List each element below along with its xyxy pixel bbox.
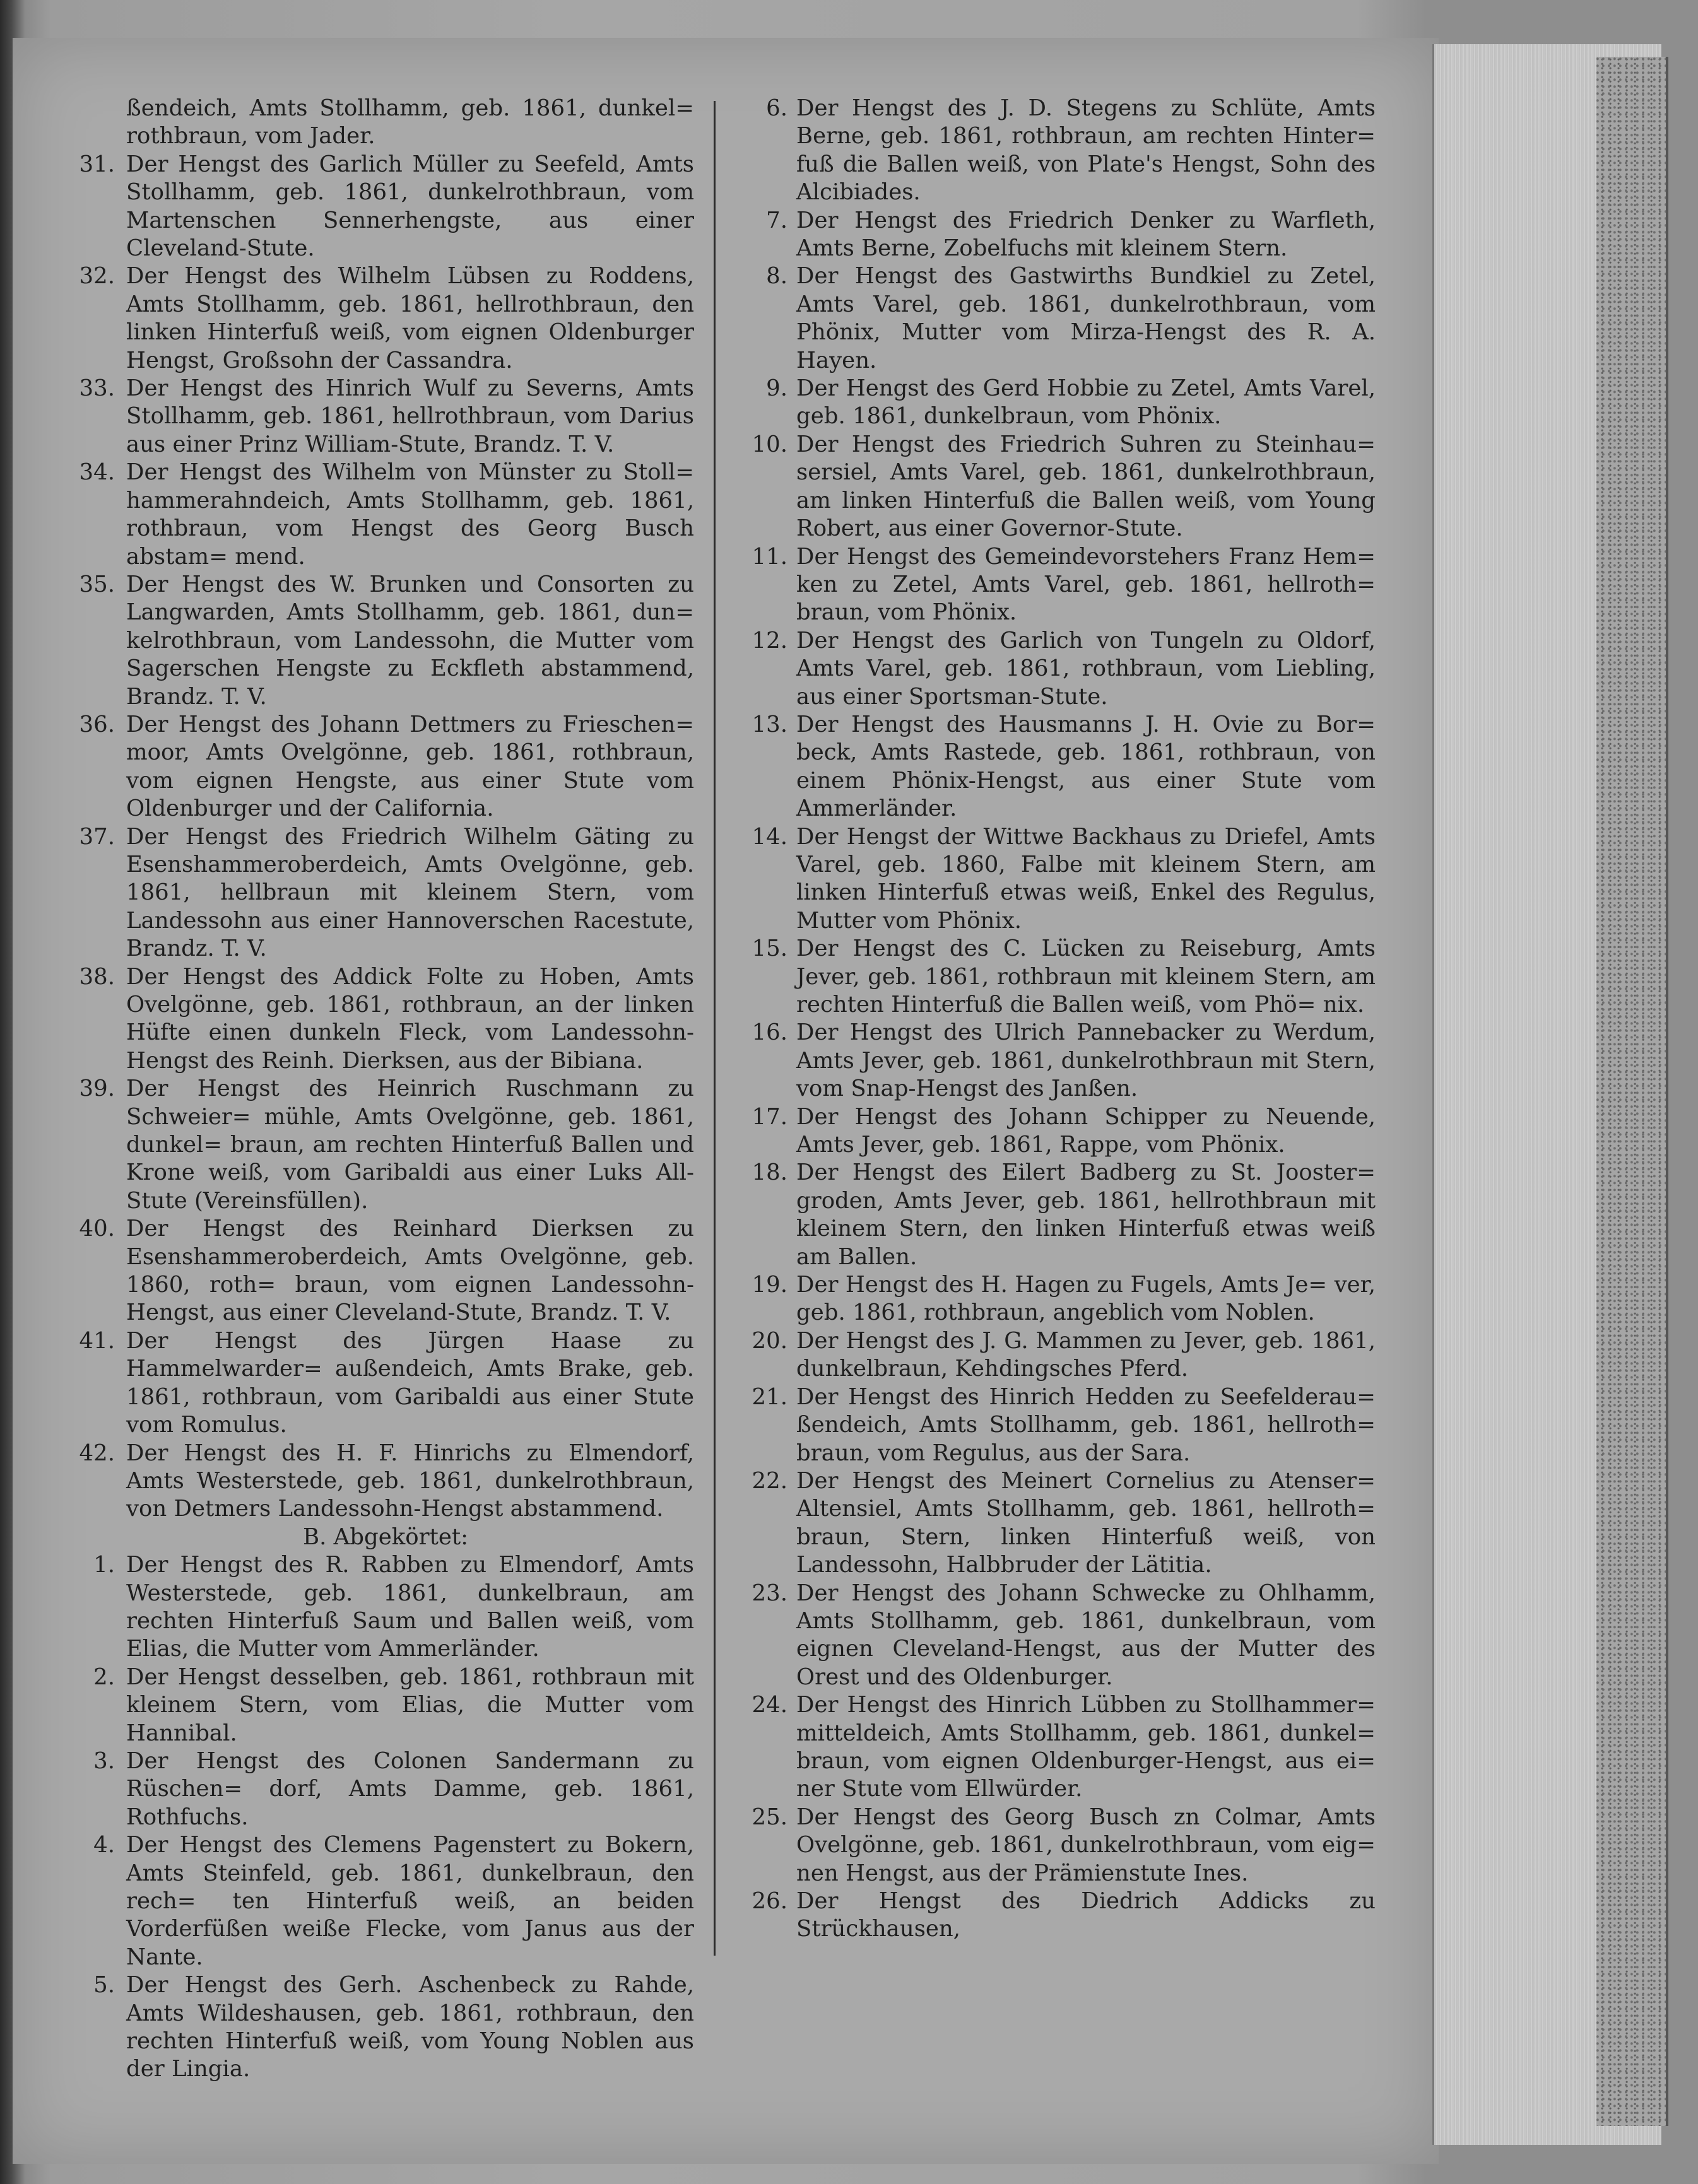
list-item xyxy=(738,431,1376,543)
list-item xyxy=(63,963,694,1076)
right-column xyxy=(738,95,1376,1944)
entry-number: 14. xyxy=(752,823,787,850)
entry-number: 26. xyxy=(752,1888,787,1914)
entry-number: 5. xyxy=(93,1972,115,1999)
entry-text: Der Hengst des R. Rabben zu Elmendorf, Amts Westerstede, geb. 1861, dunkelbraun, am rechten Hinterfuß Saum und Ballen weiß, vom Elias, die Mutter vom Ammerländer. xyxy=(126,1552,694,1662)
list-item xyxy=(63,1327,694,1440)
list-item xyxy=(738,543,1376,627)
entry-text: Der Hengst des Wilhelm von Münster zu Stoll= hammerahndeich, Amts Stollhamm, geb. 1861, rothbraun, vom Hengst des Georg Busch abstam= mend. xyxy=(126,459,694,570)
entry-number: 19. xyxy=(752,1272,787,1298)
entry-text: Der Hengst des Eilert Badberg zu St. Jooster= groden, Amts Jever, geb. 1861, hellrothbraun mit kleinem Stern, den linken Hinterfuß etwas weiß am Ballen. xyxy=(796,1160,1376,1270)
entry-number: 20. xyxy=(752,1327,787,1354)
entry-text: Der Hengst des Heinrich Ruschmann zu Schweier= mühle, Amts Ovelgönne, geb. 1861, dunkel= braun, am rechten Hinterfuß Ballen und Krone weiß, vom Garibaldi aus einer Luks All-Stute (Vereinsfüllen). xyxy=(126,1076,694,1214)
entry-text: Der Hengst des Meinert Cornelius zu Atenser= Altensiel, Amts Stollhamm, geb. 1861, hellroth= braun, Stern, linken Hinterfuß weiß, von Landessohn, Halbbruder der Lätitia. xyxy=(796,1467,1376,1578)
entry-text: Der Hengst des Diedrich Addicks zu Strückhausen, xyxy=(796,1888,1376,1942)
entry-number: 16. xyxy=(752,1019,787,1046)
list-item xyxy=(63,262,694,375)
entry-number: 41. xyxy=(79,1327,115,1354)
entry-text: Der Hengst des Gastwirths Bundkiel zu Zetel, Amts Varel, geb. 1861, dunkelrothbraun, vom Phönix, Mutter vom Mirza-Hengst des R. A. Hayen. xyxy=(796,263,1376,373)
list-item xyxy=(63,1215,694,1327)
entry-number: 9. xyxy=(766,375,787,402)
entry-text: Der Hengst des Georg Busch zn Colmar, Amts Ovelgönne, geb. 1861, dunkelrothbraun, vom eig= nen Hengst, aus der Prämienstute Ines. xyxy=(796,1804,1376,1886)
list-item xyxy=(738,1467,1376,1580)
list-item xyxy=(63,459,694,571)
entry-number: 21. xyxy=(752,1383,787,1410)
entry-text: Der Hengst des Garlich von Tungeln zu Oldorf, Amts Varel, geb. 1861, rothbraun, vom Liebling, aus einer Sportsman-Stute. xyxy=(796,627,1376,710)
entries-list-b xyxy=(63,1551,694,2084)
entry-text: Der Hengst desselben, geb. 1861, rothbraun mit kleinem Stern, vom Elias, die Mutter vom Hannibal. xyxy=(126,1664,694,1746)
list-item xyxy=(738,1103,1376,1160)
list-item xyxy=(738,1804,1376,1888)
list-item xyxy=(63,1664,694,1747)
column-divider xyxy=(714,101,716,1956)
entry-number: 17. xyxy=(752,1103,787,1130)
list-item xyxy=(738,1691,1376,1804)
list-item xyxy=(63,1971,694,2084)
entry-number: 36. xyxy=(79,711,115,737)
list-item xyxy=(63,1075,694,1215)
entry-text: Der Hengst des Reinhard Dierksen zu Esenshammeroberdeich, Amts Ovelgönne, geb. 1860, roth= braun, vom eignen Landessohn-Hengst, aus einer Cleveland-Stute, Brandz. T. V. xyxy=(126,1216,694,1326)
entry-number: 34. xyxy=(79,459,115,486)
entry-text: Der Hengst des W. Brunken und Consorten zu Langwarden, Amts Stollhamm, geb. 1861, dun= kelrothbraun, vom Landessohn, die Mutter vom Sagerschen Hengste zu Eckfleth abstammend, Brandz. T. V. xyxy=(126,571,694,710)
entry-number: 33. xyxy=(79,375,115,402)
entry-text: Der Hengst des Hinrich Wulf zu Severns, Amts Stollhamm, geb. 1861, hellrothbraun, vom Darius aus einer Prinz William-Stute, Brandz. T. V. xyxy=(126,375,694,457)
entry-number: 3. xyxy=(93,1747,115,1774)
list-item xyxy=(738,207,1376,263)
list-item xyxy=(738,262,1376,375)
list-item xyxy=(738,1383,1376,1467)
page-fore-edge xyxy=(1596,57,1668,2126)
entry-number: 11. xyxy=(752,543,787,570)
entry-number: 7. xyxy=(766,207,787,233)
entry-text: Der Hengst des Friedrich Wilhelm Gäting zu Esenshammeroberdeich, Amts Ovelgönne, geb. 1861, hellbraun mit kleinem Stern, vom Landessohn aus einer Hannoverschen Racestute, Brandz. T. V. xyxy=(126,823,694,962)
entry-text: Der Hengst des Jürgen Haase zu Hammelwarder= außendeich, Amts Brake, geb. 1861, rothbraun, vom Garibaldi aus einer Stute vom Romulus. xyxy=(126,1327,694,1438)
entry-text: Der Hengst des J. D. Stegens zu Schlüte, Amts Berne, geb. 1861, rothbraun, am rechten Hinter= fuß die Ballen weiß, von Plate's Hengst, Sohn des Alcibiades. xyxy=(796,95,1376,206)
list-item xyxy=(738,823,1376,936)
list-item xyxy=(738,1271,1376,1327)
list-item xyxy=(63,1747,694,1831)
list-item xyxy=(63,823,694,963)
entry-number: 31. xyxy=(79,151,115,177)
entry-text: Der Hengst des Johann Schipper zu Neuende, Amts Jever, geb. 1861, Rappe, vom Phönix. xyxy=(796,1103,1376,1158)
entry-number: 8. xyxy=(766,263,787,290)
list-item xyxy=(63,571,694,711)
entry-number: 23. xyxy=(752,1580,787,1606)
list-item xyxy=(738,1019,1376,1103)
entry-number: 4. xyxy=(93,1832,115,1858)
entry-number: 22. xyxy=(752,1467,787,1494)
list-item xyxy=(738,95,1376,207)
entry-text: Der Hengst des J. G. Mammen zu Jever, geb. 1861, dunkelbraun, Kehdingsches Pferd. xyxy=(796,1327,1376,1382)
entry-number: 40. xyxy=(79,1216,115,1242)
entry-text: Der Hengst des Wilhelm Lübsen zu Roddens, Amts Stollhamm, geb. 1861, hellrothbraun, den linken Hinterfuß weiß, vom eignen Oldenburger Hengst, Großsohn der Cassandra. xyxy=(126,263,694,373)
entry-number: 2. xyxy=(93,1664,115,1690)
entry-text: Der Hengst des H. F. Hinrichs zu Elmendorf, Amts Westerstede, geb. 1861, dunkelrothbraun, von Detmers Landessohn-Hengst abstammend. xyxy=(126,1440,694,1522)
list-item xyxy=(63,711,694,823)
entry-number: 1. xyxy=(93,1552,115,1578)
entry-text: Der Hengst des Friedrich Denker zu Warfleth, Amts Berne, Zobelfuchs mit kleinem Stern. xyxy=(796,207,1376,262)
entry-text: Der Hengst des Gerh. Aschenbeck zu Rahde, Amts Wildeshausen, geb. 1861, rothbraun, den rechten Hinterfuß weiß, vom Young Noblen aus der Lingia. xyxy=(126,1972,694,2082)
entry-text: Der Hengst des Gerd Hobbie zu Zetel, Amts Varel, geb. 1861, dunkelbraun, vom Phönix. xyxy=(796,375,1376,430)
list-item xyxy=(738,375,1376,431)
entry-text: Der Hengst des Hinrich Hedden zu Seefelderau= ßendeich, Amts Stollhamm, geb. 1861, hellroth= braun, vom Regulus, aus der Sara. xyxy=(796,1383,1376,1466)
list-item xyxy=(63,375,694,459)
section-heading: B. Abgekörtet: xyxy=(303,1524,469,1550)
entry-number: 37. xyxy=(79,823,115,850)
list-item xyxy=(63,1551,694,1664)
entry-number: 10. xyxy=(752,431,787,457)
entry-text: Der Hengst der Wittwe Backhaus zu Driefel, Amts Varel, geb. 1860, Falbe mit kleinem Stern, am linken Hinterfuß etwas weiß, Enkel des Regulus, Mutter vom Phönix. xyxy=(796,823,1376,934)
entry-text: Der Hengst des Ulrich Pannebacker zu Werdum, Amts Jever, geb. 1861, dunkelrothbraun mit Stern, vom Snap-Hengst des Janßen. xyxy=(796,1019,1376,1102)
entry-number: 38. xyxy=(79,963,115,990)
list-item xyxy=(738,1327,1376,1383)
list-item xyxy=(738,1159,1376,1271)
entry-number: 39. xyxy=(79,1076,115,1102)
entry-number: 18. xyxy=(752,1160,787,1186)
entry-text: Der Hengst des Gemeindevorstehers Franz Hem= ken zu Zetel, Amts Varel, geb. 1861, hellroth= braun, vom Phönix. xyxy=(796,543,1376,626)
entry-number: 12. xyxy=(752,627,787,654)
entry-text: Der Hengst des Colonen Sandermann zu Rüschen= dorf, Amts Damme, geb. 1861, Rothfuchs. xyxy=(126,1747,694,1830)
entry-number: 42. xyxy=(79,1440,115,1466)
entry-number: 24. xyxy=(752,1692,787,1718)
list-item xyxy=(738,627,1376,711)
list-item xyxy=(63,151,694,263)
continuation-text: ßendeich, Amts Stollhamm, geb. 1861, dunkel= rothbraun, vom Jader. xyxy=(126,95,694,150)
entry-text: Der Hengst des C. Lücken zu Reiseburg, Amts Jever, geb. 1861, rothbraun mit kleinem Stern, am rechten Hinterfuß die Ballen weiß, vom Phö= nix. xyxy=(796,936,1376,1018)
entry-number: 32. xyxy=(79,263,115,290)
entry-text: Der Hengst des Friedrich Suhren zu Steinhau= sersiel, Amts Varel, geb. 1861, dunkelrothbraun, am linken Hinterfuß die Ballen weiß, vom Young Robert, aus einer Governor-Stute. xyxy=(796,431,1376,542)
list-item xyxy=(63,1440,694,1524)
list-item xyxy=(738,711,1376,823)
list-item xyxy=(738,1580,1376,1692)
entry-text: Der Hengst des Addick Folte zu Hoben, Amts Ovelgönne, geb. 1861, rothbraun, an der linken Hüfte einen dunkeln Fleck, vom Landessohn-Hengst des Reinh. Dierksen, aus der Bibiana. xyxy=(126,963,694,1074)
left-column xyxy=(63,95,694,2084)
entry-text: Der Hengst des Hausmanns J. H. Ovie zu Bor= beck, Amts Rastede, geb. 1861, rothbraun, von einem Phönix-Hengst, aus einer Stute vom Ammerländer. xyxy=(796,711,1376,822)
entry-number: 15. xyxy=(752,936,787,962)
entry-text: Der Hengst des H. Hagen zu Fugels, Amts Je= ver, geb. 1861, rothbraun, angeblich vom Noblen. xyxy=(796,1272,1376,1326)
entry-text: Der Hengst des Clemens Pagenstert zu Bokern, Amts Steinfeld, geb. 1861, dunkelbraun, den rech= ten Hinterfuß weiß, an beiden Vorderfüßen weiße Flecke, vom Janus aus der Nante. xyxy=(126,1832,694,1970)
entry-number: 13. xyxy=(752,711,787,737)
entries-list-a xyxy=(63,151,694,1524)
entry-text: Der Hengst des Garlich Müller zu Seefeld, Amts Stollhamm, geb. 1861, dunkelrothbraun, vom Martenschen Sennerhengste, aus einer Cleveland-Stute. xyxy=(126,151,694,262)
list-item xyxy=(63,1831,694,1971)
entry-number: 25. xyxy=(752,1804,787,1830)
entries-list-right xyxy=(738,95,1376,1944)
entry-text: Der Hengst des Hinrich Lübben zu Stollhammer= mitteldeich, Amts Stollhamm, geb. 1861, dunkel= braun, vom eignen Oldenburger-Hengst, aus ei= ner Stute vom Ellwürder. xyxy=(796,1692,1376,1802)
entry-number: 35. xyxy=(79,571,115,597)
entry-text: Der Hengst des Johann Schwecke zu Ohlhamm, Amts Stollhamm, geb. 1861, dunkelbraun, vom eignen Cleveland-Hengst, aus der Mutter des Orest und des Oldenburger. xyxy=(796,1580,1376,1690)
list-item xyxy=(738,1888,1376,1944)
entry-number: 6. xyxy=(766,95,787,121)
entry-text: Der Hengst des Johann Dettmers zu Frieschen= moor, Amts Ovelgönne, geb. 1861, rothbraun, vom eignen Hengste, aus einer Stute vom Oldenburger und der California. xyxy=(126,711,694,822)
list-item xyxy=(738,935,1376,1019)
